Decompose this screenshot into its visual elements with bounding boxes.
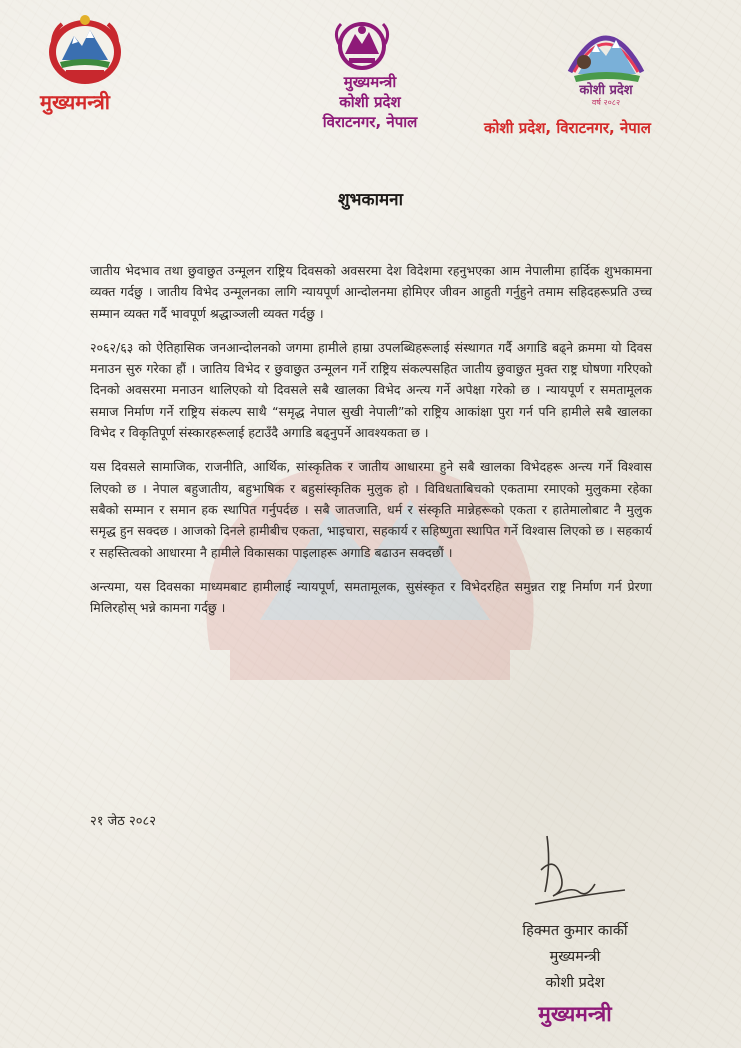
office-title-block: [270, 72, 470, 132]
letter-body: [90, 260, 652, 631]
nepal-emblem-logo: [44, 12, 126, 88]
logo-year-caption: वर्ष २०८२: [591, 98, 621, 107]
letter-date: २१ जेठ २०८२: [90, 814, 157, 829]
letter-heading: शुभकामना: [338, 190, 403, 210]
chief-minister-label-left: मुख्यमन्त्री: [40, 90, 110, 114]
signatory-block: [480, 918, 670, 996]
paragraph-4: अन्त्यमा, यस दिवसका माध्यमबाट हामीलाई न्यायपूर्ण, समतामूलक, सुसंस्कृत र विभेदरहित समुन्नत राष्ट्र निर्माण गर्न प्रेरणा मिलिरहोस् भन्ने कामना गर्दछु ।: [90, 578, 652, 616]
logo-province-name: कोशी प्रदेश: [579, 83, 633, 98]
signatory-province: कोशी प्रदेश: [545, 975, 605, 991]
chief-minister-stamp: मुख्यमन्त्री: [538, 1002, 612, 1026]
province-address: कोशी प्रदेश, विराटनगर, नेपाल: [484, 119, 651, 137]
koshi-province-emblem: [331, 20, 393, 72]
office-title-line-2: कोशी प्रदेश: [339, 93, 401, 111]
paragraph-1: जातीय भेदभाव तथा छुवाछुत उन्मूलन राष्ट्रिय दिवसको अवसरमा देश विदेशमा रहनुभएका आम नेपालीमा हार्दिक शुभकामना व्यक्त गर्दछु । जातीय विभेद उन्मूलनका लागि न्यायपूर्ण आन्दोलनमा होमिएर जीवन आहुती गर्नुहुने तमाम सहिदहरूप्रति उच्च सम्मान व्यक्त गर्दै भावपूर्ण श्रद्धाञ्जली व्यक्त गर्दछु ।: [90, 263, 652, 321]
signatory-name: हिक्मत कुमार कार्की: [522, 923, 628, 939]
paragraph-2: २०६२/६३ को ऐतिहासिक जनआन्दोलनको जगमा हामीले हाम्रा उपलब्धिहरूलाई संस्थागत गर्दै अगाडि बढ्ने क्रममा यो दिवस मनाउन सुरु गरेका हौं । जातिय विभेद र छुवाछुत उन्मूलन गर्ने राष्ट्रिय संकल्पसहित जातीय छुवाछुत मुक्त राष्ट्र घोषणा गरिएको दिनको अवसरमा मनाउन थालिएको यो दिवसले सबै खालका विभेद अन्त्य गर्ने अपेक्षा गरेको छ । न्यायपूर्ण र समतामूलक समाज निर्माण गर्ने राष्ट्रिय संकल्प साथै “समृद्ध नेपाल सुखी नेपाली”को राष्ट्रिय आकांक्षा पुरा गर्न पनि हामीले सबै खालका विभेद र विकृतिपूर्ण संस्कारहरूलाई हटाउँदै अगाडि बढ्नुपर्ने आवश्यकता छ ।: [90, 339, 652, 441]
paragraph-3: यस दिवसले सामाजिक, राजनीति, आर्थिक, सांस्कृतिक र जातीय आधारमा हुने सबै खालका विभेदहरू अन्त्य गर्ने विश्वास लिएको छ । नेपाल बहुजातीय, बहुभाषिक र बहुसांस्कृतिक मुलुक हो । विविधताबिचको एकतामा रमाएको मुलुकमा रहेका सबैको सम्मान र समान हक स्थापित गर्नुपर्दछ । सबै जातजाति, धर्म र संस्कृति मान्नेहरूको एकता र हातेमालोबाट नै मुलुक समृद्ध हुन सक्दछ । आजको दिनले हामीबीच एकता, भाइचारा, सहकार्य र सहिष्णुता स्थापित गर्ने विश्वास लिएको छ । सहकार्य र सहस्तित्वको आधारमा नै हामीले विकासका पाइलाहरू अगाडि बढाउन सक्दछौं ।: [90, 459, 652, 560]
office-title-line-3: विराटनगर, नेपाल: [322, 113, 418, 131]
signatory-title: मुख्यमन्त्री: [549, 949, 601, 965]
handwritten-signature: [525, 826, 635, 916]
office-title-line-1: मुख्यमन्त्री: [343, 73, 397, 91]
